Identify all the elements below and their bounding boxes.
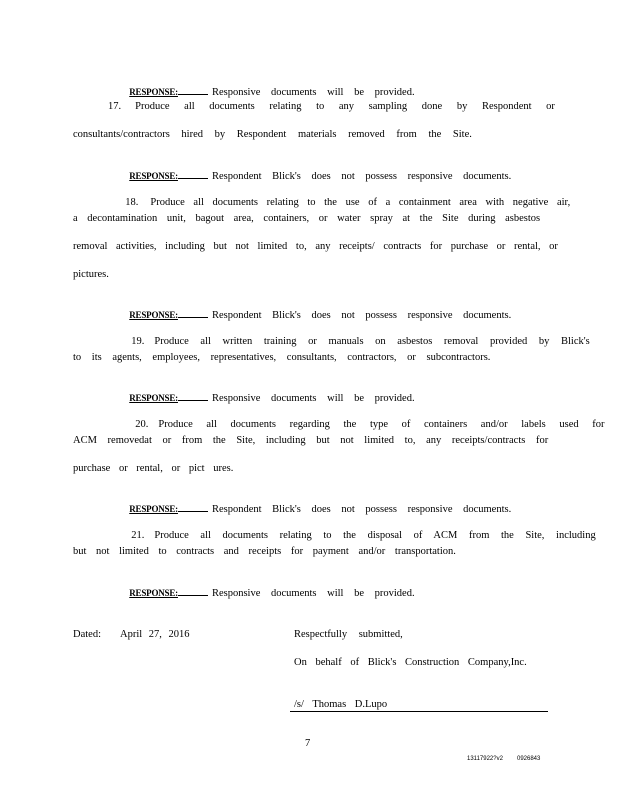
doc-id: 13117922?v2: [467, 756, 503, 762]
response-21: RESPONSE: Responsive documents will be provided.: [129, 588, 415, 599]
response-label: RESPONSE:: [129, 87, 178, 97]
item-17-line-1: 17. Produce all documents relating to any sampling done by Respondent or: [108, 101, 555, 112]
doc-code: 0926843: [517, 756, 541, 762]
response-17: RESPONSE: Respondent Blick's does not possess responsive documents.: [129, 171, 512, 182]
response-19: RESPONSE: Responsive documents will be provided.: [129, 393, 415, 404]
item-21-line-2: but not limited to contracts and receipts for payment and/or transportation.: [73, 546, 456, 557]
item-18-line-3: removal activities, including but not limited to, any receipts/ contracts for purchase or rental, or: [73, 241, 558, 252]
response-1: [108, 73, 415, 99]
closing: Respectfully submitted,: [294, 629, 403, 640]
item-18-line-1: 18. Produce all documents relating to the use of a containment area with negative air,: [125, 197, 571, 208]
on-behalf: On behalf of Blick's Construction Company,Inc.: [294, 657, 527, 668]
item-20-line-3: purchase or rental, or pict ures.: [73, 463, 234, 474]
item-18-line-2: a decontamination unit, bagout area, containers, or water spray at the Site during asbestos: [73, 213, 541, 224]
signature-line: [290, 711, 548, 712]
item-19-line-2: to its agents, employees, representatives, consultants, contractors, or subcontractors.: [73, 352, 491, 363]
item-21-line-1: 21. Produce all documents relating to the disposal of ACM from the Site, including: [131, 530, 596, 541]
item-17-line-2: consultants/contractors hired by Respondent materials removed from the Site.: [73, 129, 472, 140]
item-number: 17.: [108, 101, 122, 112]
page-number: 7: [305, 738, 311, 749]
item-20-line-1: 20. Produce all documents regarding the type of containers and/or labels used for: [135, 419, 605, 430]
date-value: April 27, 2016: [120, 629, 190, 640]
item-20-line-2: ACM removedat or from the Site, including but not limited to, any receipts/contracts for: [73, 435, 549, 446]
item-19-line-1: 19. Produce all written training or manuals on asbestos removal provided by Blick's: [131, 336, 590, 347]
dated-label: Dated:: [73, 629, 101, 640]
item-18-line-4: pictures.: [73, 269, 109, 280]
response-text: Responsive documents will be provided.: [211, 87, 415, 98]
signer: /s/ Thomas D.Lupo: [294, 699, 388, 710]
response-18: RESPONSE: Respondent Blick's does not possess responsive documents.: [129, 310, 512, 321]
response-20: RESPONSE: Respondent Blick's does not possess responsive documents.: [129, 504, 512, 515]
